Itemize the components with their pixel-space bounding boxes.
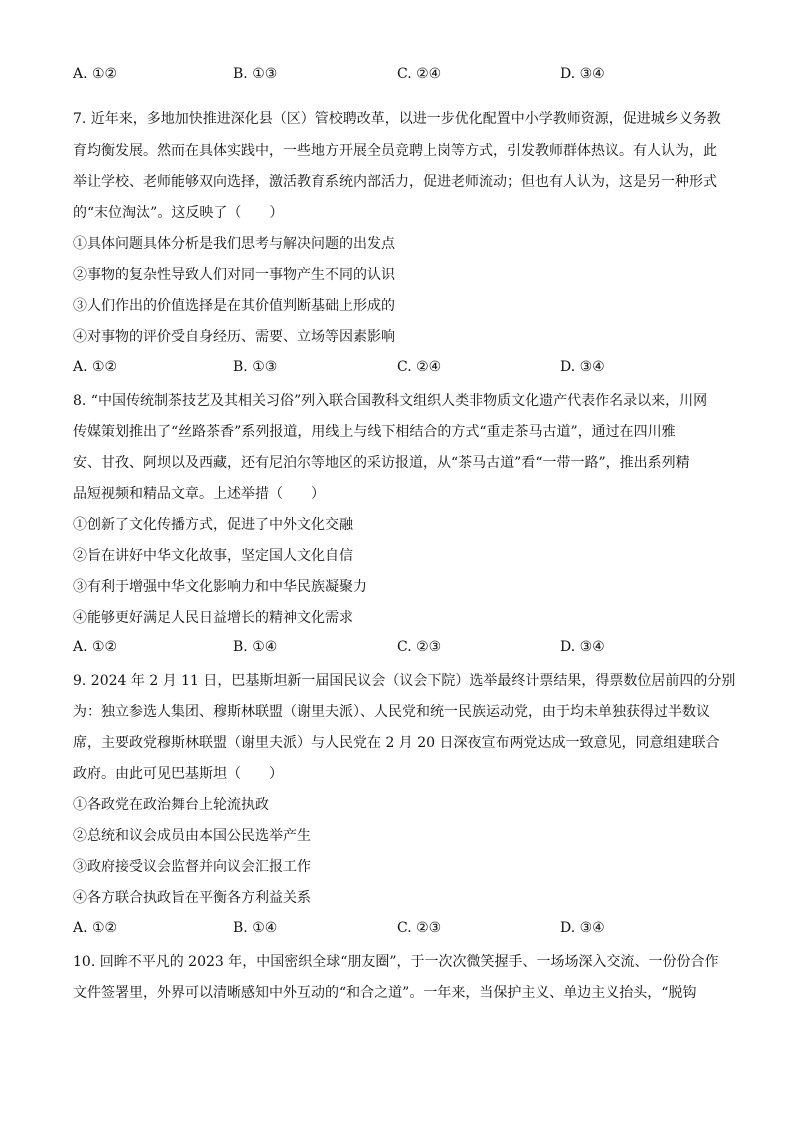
q7-stem-line: 7. 近年来，多地加快推进深化县（区）管校聘改革，以进一步优化配置中小学教师资源，促进城乡义务教 xyxy=(73,111,721,127)
q9-option-c[interactable]: C. ②③ xyxy=(397,920,442,936)
q7-options xyxy=(73,359,733,383)
q9-options xyxy=(73,920,733,944)
q7-statement-4: ④对事物的评价受自身经历、需要、立场等因素影响 xyxy=(73,329,395,345)
q7-statement-3: ③人们作出的价值选择是在其价值判断基础上形成的 xyxy=(73,298,395,314)
q8-statement-4: ④能够更好满足人民日益增长的精神文化需求 xyxy=(73,610,353,626)
q8-option-d[interactable]: D. ③④ xyxy=(560,639,605,655)
q8-option-b[interactable]: B. ①④ xyxy=(233,639,278,655)
q9-stem-line: 政府。由此可见巴基斯坦（ ） xyxy=(73,766,283,782)
q8-statement-2: ②旨在讲好中华文化故事，坚定国人文化自信 xyxy=(73,548,353,564)
q6-option-b[interactable]: B. ①③ xyxy=(233,66,278,82)
q7-stem-line: 的“末位淘汰”。这反映了（ ） xyxy=(73,205,284,221)
q9-statement-3: ③政府接受议会监督并向议会汇报工作 xyxy=(73,859,311,875)
q7-stem-line: 育均衡发展。然而在具体实践中，一些地方开展全员竞聘上岗等方式，引发教师群体热议。有人认为，此 xyxy=(73,143,717,159)
q10-stem-line: 10. 回眸不平凡的 2023 年，中国密织全球“朋友圈”，于一次次微笑握手、一场场深入交流、一份份合作 xyxy=(73,954,719,970)
q6-option-d[interactable]: D. ③④ xyxy=(560,66,605,82)
q9-option-d[interactable]: D. ③④ xyxy=(560,920,605,936)
q6-options xyxy=(73,66,733,90)
q8-stem-line: 品短视频和精品文章。上述举措（ ） xyxy=(73,486,325,502)
q9-stem-line: 为：独立参选人集团、穆斯林联盟（谢里夫派）、人民党和统一民族运动党，由于均未单独获得过半数议 xyxy=(73,704,710,720)
q6-option-a[interactable]: A. ①② xyxy=(73,66,118,82)
q9-option-a[interactable]: A. ①② xyxy=(73,920,118,936)
q8-stem-line: 8. “中国传统制茶技艺及其相关习俗”列入联合国教科文组织人类非物质文化遗产代表作名录以来，川网 xyxy=(73,393,708,409)
q7-option-c[interactable]: C. ②④ xyxy=(397,359,442,375)
q7-option-b[interactable]: B. ①③ xyxy=(233,359,278,375)
q7-statement-1: ①具体问题具体分析是我们思考与解决问题的出发点 xyxy=(73,236,395,252)
q8-options xyxy=(73,639,733,663)
q9-statement-2: ②总统和议会成员由本国公民选举产生 xyxy=(73,828,311,844)
q9-statement-1: ①各政党在政治舞台上轮流执政 xyxy=(73,797,269,813)
q7-option-a[interactable]: A. ①② xyxy=(73,359,118,375)
q8-stem-line: 传媒策划推出了“丝路茶香”系列报道，用线上与线下相结合的方式“重走茶马古道”，通过在四川雅 xyxy=(73,424,676,440)
q8-statement-1: ①创新了文化传播方式，促进了中外文化交融 xyxy=(73,517,353,533)
q7-statement-2: ②事物的复杂性导致人们对同一事物产生不同的认识 xyxy=(73,267,395,283)
q9-statement-4: ④各方联合执政旨在平衡各方利益关系 xyxy=(73,890,311,906)
q9-stem-line: 9. 2024 年 2 月 11 日，巴基斯坦新一届国民议会（议会下院）选举最终计票结果，得票数位居前四的分别 xyxy=(73,673,736,689)
q10-stem-line: 文件签署里，外界可以清晰感知中外互动的“和合之道”。一年来，当保护主义、单边主义抬头，“脱钩 xyxy=(73,985,697,1001)
q8-option-a[interactable]: A. ①② xyxy=(73,639,118,655)
q8-statement-3: ③有利于增强中华文化影响力和中华民族凝聚力 xyxy=(73,579,367,595)
q6-option-c[interactable]: C. ②④ xyxy=(397,66,442,82)
q9-stem-line: 席，主要政党穆斯林联盟（谢里夫派）与人民党在 2 月 20 日深夜宣布两党达成一致意见，同意组建联合 xyxy=(73,735,720,751)
q8-stem-line: 安、甘孜、阿坝以及西藏，还有尼泊尔等地区的采访报道，从“茶马古道”看“一带一路”，推出系列精 xyxy=(73,455,690,471)
q9-option-b[interactable]: B. ①④ xyxy=(233,920,278,936)
q7-option-d[interactable]: D. ③④ xyxy=(560,359,605,375)
q8-option-c[interactable]: C. ②③ xyxy=(397,639,442,655)
q7-stem-line: 举让学校、老师能够双向选择，激活教育系统内部活力，促进老师流动；但也有人认为，这是另一种形式 xyxy=(73,174,717,190)
